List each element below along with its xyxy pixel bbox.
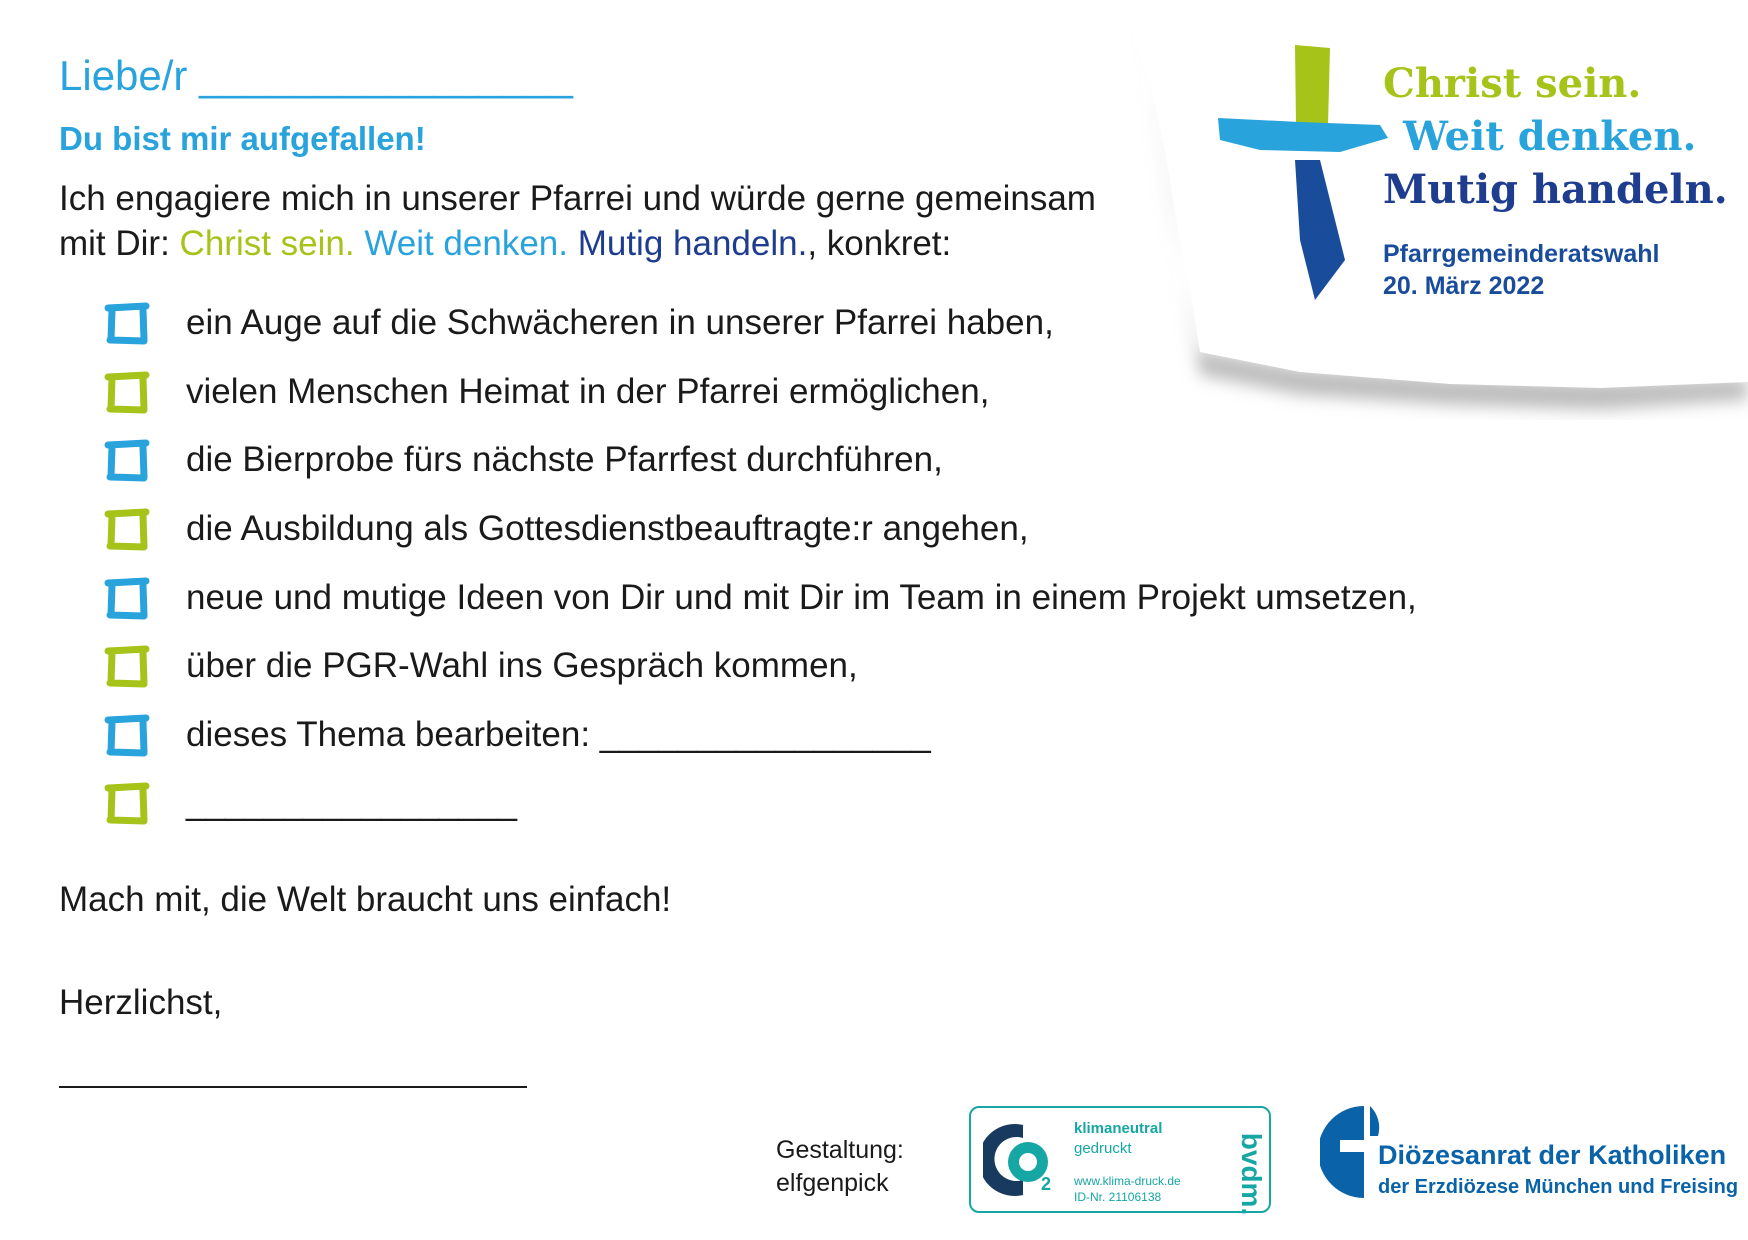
klimaneutral-badge — [969, 1106, 1271, 1216]
slogan-weit-denken: Weit denken. — [354, 224, 568, 263]
co2-icon — [983, 1120, 1063, 1200]
klima-url: www.klima-druck.de — [1074, 1174, 1181, 1188]
signature-line — [59, 1086, 527, 1088]
klima-sub: gedruckt — [1074, 1140, 1132, 1157]
signoff-text: Herzlichst, — [59, 983, 223, 1022]
checklist-item-label: vielen Menschen Heimat in der Pfarrei ermöglichen, — [186, 372, 990, 411]
checklist-item[interactable] — [104, 641, 858, 691]
bvdm-logo: bvdm. — [1236, 1132, 1267, 1216]
checkbox-icon[interactable] — [104, 437, 150, 483]
checklist-item[interactable] — [104, 435, 943, 485]
checklist-item[interactable] — [104, 710, 931, 760]
dioezesanrat-subtitle: der Erzdiözese München und Freising — [1378, 1176, 1739, 1198]
greeting: Liebe/r ________________ — [59, 52, 573, 99]
logo-line-christ-sein: Christ sein. — [1383, 60, 1642, 107]
design-credit — [776, 1134, 904, 1200]
logo-date: 20. März 2022 — [1383, 272, 1545, 300]
intro-prefix: mit Dir: — [59, 224, 180, 263]
intro-line1: Ich engagiere mich in unserer Pfarrei und würde gerne gemeinsam — [59, 179, 1096, 218]
intro-text — [59, 176, 1096, 266]
intro-suffix: , konkret: — [807, 224, 952, 263]
closing-text: Mach mit, die Welt braucht uns einfach! — [59, 880, 672, 919]
intro-line2 — [59, 221, 1096, 266]
checklist-item[interactable] — [104, 573, 1417, 623]
checklist-item-label: über die PGR-Wahl ins Gespräch kommen, — [186, 646, 858, 685]
logo-line-mutig-handeln: Mutig handeln. — [1383, 166, 1728, 213]
checkbox-icon[interactable] — [104, 506, 150, 552]
checkbox-icon[interactable] — [104, 300, 150, 346]
klima-id: ID-Nr. 21106138 — [1074, 1190, 1162, 1204]
checklist-item-label: ein Auge auf die Schwächeren in unserer Pfarrei haben, — [186, 303, 1054, 342]
checkbox-icon[interactable] — [104, 643, 150, 689]
subtitle: Du bist mir aufgefallen! — [59, 120, 426, 157]
svg-text:2: 2 — [1041, 1174, 1052, 1194]
checklist-item[interactable] — [104, 367, 990, 417]
logo-event: Pfarrgemeinderatswahl — [1383, 240, 1660, 268]
dioezesanrat-logo-icon — [1320, 1106, 1380, 1198]
slogan-mutig-handeln: Mutig handeln. — [567, 224, 808, 263]
checklist-item-label: die Ausbildung als Gottesdienstbeauftragte:r angehen, — [186, 509, 1029, 548]
credit-name: elfgenpick — [776, 1169, 889, 1197]
checklist-item-label: dieses Thema bearbeiten: _________________ — [186, 715, 931, 754]
dioezesanrat-title: Diözesanrat der Katholiken — [1378, 1140, 1727, 1170]
credit-label: Gestaltung: — [776, 1136, 904, 1164]
checklist-item-label: die Bierprobe fürs nächste Pfarrfest durchführen, — [186, 440, 943, 479]
checklist-item-label: neue und mutige Ideen von Dir und mit Dir im Team in einem Projekt umsetzen, — [186, 578, 1417, 617]
logo-line-weit-denken: Weit denken. — [1403, 113, 1697, 160]
checklist-item[interactable] — [104, 504, 1029, 554]
checkbox-icon[interactable] — [104, 369, 150, 415]
klima-title: klimaneutral — [1074, 1120, 1163, 1137]
slogan-christ-sein: Christ sein. — [179, 224, 355, 263]
checkbox-icon[interactable] — [104, 712, 150, 758]
checkbox-icon[interactable] — [104, 575, 150, 621]
checklist-item-label: _________________ — [186, 783, 517, 822]
checklist-item[interactable] — [104, 778, 517, 828]
checkbox-icon[interactable] — [104, 780, 150, 826]
checklist-item[interactable] — [104, 298, 1054, 348]
